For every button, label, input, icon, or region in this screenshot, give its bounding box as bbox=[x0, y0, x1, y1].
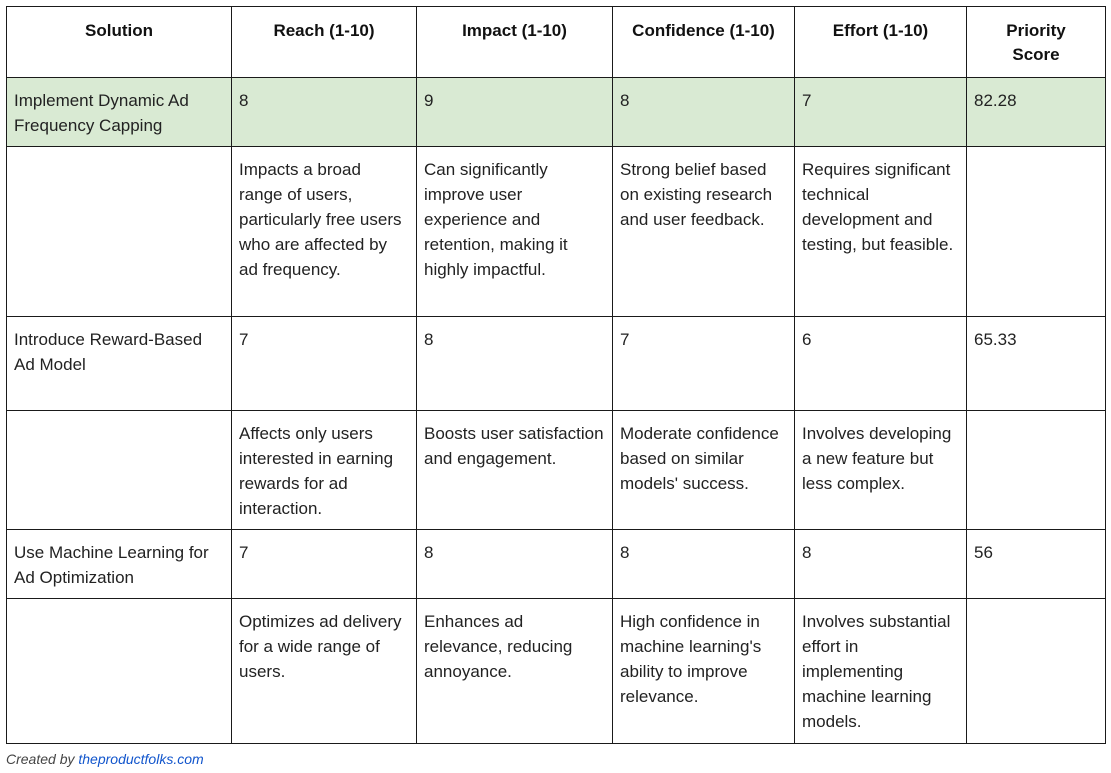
impact-score: 9 bbox=[417, 78, 613, 147]
header-impact: Impact (1-10) bbox=[417, 7, 613, 78]
header-confidence: Confidence (1-10) bbox=[613, 7, 795, 78]
reach-score: 7 bbox=[232, 530, 417, 599]
impact-score: 8 bbox=[417, 317, 613, 411]
effort-note: Requires significant technical development and testing, but feasible. bbox=[795, 147, 967, 317]
header-reach: Reach (1-10) bbox=[232, 7, 417, 78]
credit-link[interactable]: theproductfolks.com bbox=[78, 751, 204, 767]
priority-score: 82.28 bbox=[967, 78, 1106, 147]
effort-note: Involves substantial effort in implementing machine learning models. bbox=[795, 599, 967, 744]
table-row bbox=[7, 78, 1106, 147]
solution-name: Implement Dynamic Ad Frequency Capping bbox=[7, 78, 232, 147]
effort-score: 6 bbox=[795, 317, 967, 411]
header-row bbox=[7, 7, 1106, 78]
confidence-note: Strong belief based on existing research and user feedback. bbox=[613, 147, 795, 317]
solution-empty-cell bbox=[7, 411, 232, 530]
table-row-notes bbox=[7, 147, 1106, 317]
score-empty-cell bbox=[967, 147, 1106, 317]
solution-name: Use Machine Learning for Ad Optimization bbox=[7, 530, 232, 599]
impact-note: Enhances ad relevance, reducing annoyance. bbox=[417, 599, 613, 744]
table-row-notes bbox=[7, 411, 1106, 530]
score-empty-cell bbox=[967, 411, 1106, 530]
table-row-notes bbox=[7, 599, 1106, 744]
rice-prioritization-table bbox=[6, 6, 1106, 744]
table-row bbox=[7, 530, 1106, 599]
solution-name: Introduce Reward-Based Ad Model bbox=[7, 317, 232, 411]
header-solution: Solution bbox=[7, 7, 232, 78]
reach-note: Affects only users interested in earning rewards for ad interaction. bbox=[232, 411, 417, 530]
header-effort: Effort (1-10) bbox=[795, 7, 967, 78]
solution-empty-cell bbox=[7, 147, 232, 317]
effort-score: 7 bbox=[795, 78, 967, 147]
confidence-score: 7 bbox=[613, 317, 795, 411]
confidence-note: Moderate confidence based on similar models' success. bbox=[613, 411, 795, 530]
table-row bbox=[7, 317, 1106, 411]
priority-score: 65.33 bbox=[967, 317, 1106, 411]
credit-footer bbox=[6, 751, 204, 767]
impact-note: Boosts user satisfaction and engagement. bbox=[417, 411, 613, 530]
effort-score: 8 bbox=[795, 530, 967, 599]
confidence-score: 8 bbox=[613, 530, 795, 599]
impact-score: 8 bbox=[417, 530, 613, 599]
reach-score: 8 bbox=[232, 78, 417, 147]
score-empty-cell bbox=[967, 599, 1106, 744]
reach-score: 7 bbox=[232, 317, 417, 411]
reach-note: Impacts a broad range of users, particularly free users who are affected by ad frequency. bbox=[232, 147, 417, 317]
reach-note: Optimizes ad delivery for a wide range of users. bbox=[232, 599, 417, 744]
confidence-score: 8 bbox=[613, 78, 795, 147]
confidence-note: High confidence in machine learning's ability to improve relevance. bbox=[613, 599, 795, 744]
impact-note: Can significantly improve user experience and retention, making it highly impactful. bbox=[417, 147, 613, 317]
priority-score: 56 bbox=[967, 530, 1106, 599]
effort-note: Involves developing a new feature but less complex. bbox=[795, 411, 967, 530]
header-priority-score: Priority Score bbox=[967, 7, 1106, 78]
credit-prefix: Created by bbox=[6, 751, 79, 767]
solution-empty-cell bbox=[7, 599, 232, 744]
